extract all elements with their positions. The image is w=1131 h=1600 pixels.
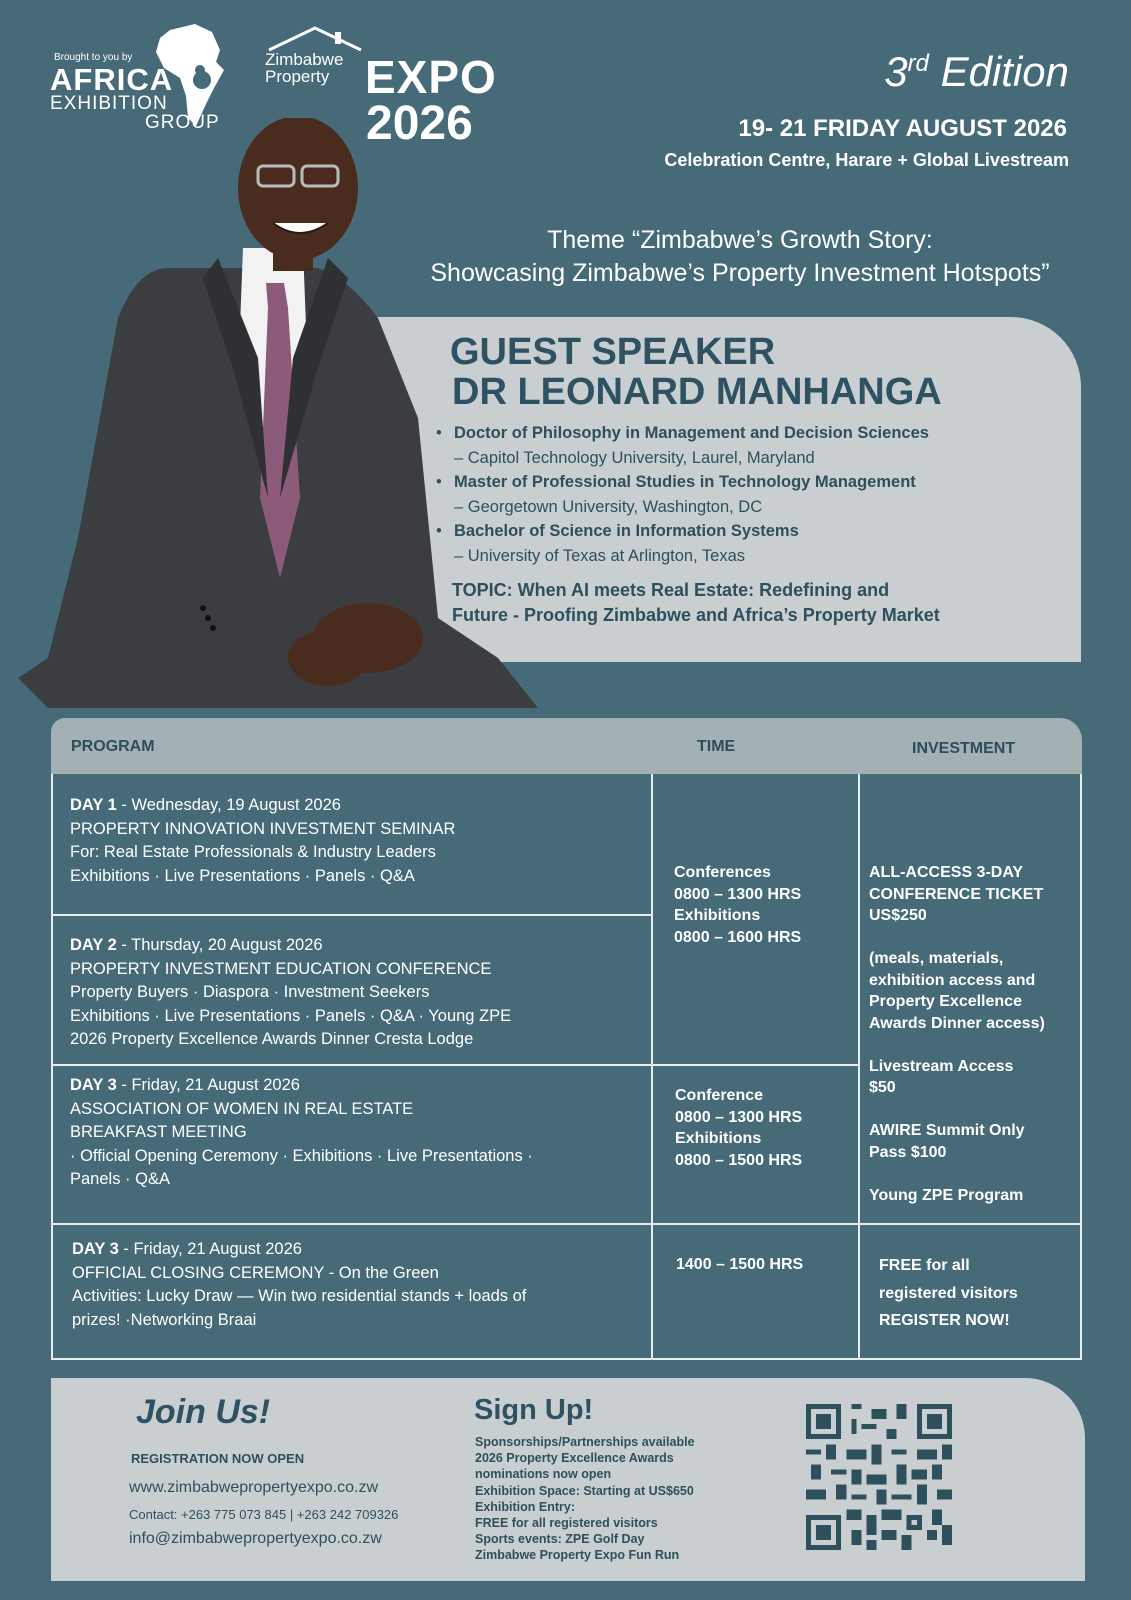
investment-line: FREE for all	[879, 1257, 970, 1274]
credential-degree: Doctor of Philosophy in Management and Decision Sciences	[454, 424, 929, 442]
join-us-heading: Join Us!	[136, 1393, 271, 1431]
investment-line: Pass $100	[869, 1143, 947, 1161]
column-divider	[858, 774, 860, 1360]
investment-line: CONFERENCE TICKET	[869, 885, 1044, 903]
credential-institution: – Georgetown University, Washington, DC	[454, 497, 763, 516]
group-logo-text: GROUP	[145, 112, 220, 133]
day1-date: - Wednesday, 19 August 2026	[116, 796, 341, 814]
table-border	[51, 1358, 1082, 1360]
credential-item	[434, 519, 1074, 568]
time-line: 0800 – 1300 HRS	[674, 885, 802, 903]
event-venue: Celebration Centre, Harare + Global Livestream	[664, 150, 1069, 170]
time-line: 0800 – 1600 HRS	[674, 928, 802, 946]
day2-date: - Thursday, 20 August 2026	[116, 936, 323, 954]
spacer	[869, 1099, 1045, 1121]
investment-line: Awards Dinner access)	[869, 1014, 1045, 1032]
time-line: 0800 – 1500 HRS	[675, 1151, 803, 1169]
day3a-label: DAY 3	[70, 1076, 117, 1094]
africa-map-icon	[150, 22, 230, 132]
edition-word: Edition	[940, 48, 1069, 95]
investment-line: registered visitors	[879, 1284, 1018, 1302]
bullet-icon: •	[436, 424, 442, 442]
program-table	[51, 774, 1082, 1360]
investment-line: AWIRE Summit Only	[869, 1122, 1025, 1139]
time-day-3	[675, 1085, 802, 1171]
logo-line-property: Property	[265, 67, 330, 86]
guest-speaker-title	[450, 332, 942, 412]
topic-line-1: TOPIC: When AI meets Real Estate: Redefining and	[452, 580, 890, 600]
day2-line: 2026 Property Excellence Awards Dinner Cresta Lodge	[70, 1030, 474, 1048]
column-header-investment: INVESTMENT	[912, 740, 1016, 757]
credential-institution: – Capitol Technology University, Laurel, Maryland	[454, 448, 815, 467]
sign-up-line: Exhibition Entry:	[475, 1499, 575, 1514]
spacer	[869, 1163, 1045, 1185]
sign-up-heading: Sign Up!	[474, 1394, 594, 1426]
credential-degree: Bachelor of Science in Information Systems	[454, 522, 799, 540]
qr-code-icon[interactable]	[806, 1404, 952, 1550]
speaker-topic	[452, 578, 1072, 628]
sign-up-line: Exhibition Space: Starting at US$650	[475, 1483, 694, 1498]
investment-line: $50	[869, 1079, 896, 1096]
day2-heading	[70, 934, 511, 958]
time-line: Exhibitions	[674, 907, 761, 924]
row-divider	[51, 1223, 1082, 1225]
investment-line: (meals, materials,	[869, 950, 1004, 967]
column-divider	[651, 774, 653, 1360]
guest-speaker-label: GUEST SPEAKER	[450, 331, 776, 373]
speaker-credentials	[434, 421, 1074, 568]
time-line: Conferences	[674, 864, 771, 881]
time-line: 1400 – 1500 HRS	[676, 1256, 804, 1273]
time-days-1-2	[674, 862, 801, 948]
time-line: Conference	[675, 1087, 764, 1104]
day3b-label: DAY 3	[72, 1240, 119, 1258]
day1-row	[70, 794, 455, 888]
edition-label	[884, 48, 1069, 96]
expo-logo-text: EXPO	[365, 51, 497, 103]
website-link[interactable]: www.zimbabwepropertyexpo.co.zw	[129, 1479, 378, 1496]
day1-label: DAY 1	[70, 796, 117, 814]
time-closing	[676, 1254, 803, 1276]
edition-suffix: rd	[907, 50, 929, 77]
credential-degree: Master of Professional Studies in Technology Management	[454, 473, 916, 491]
topic-line-2: Future - Proofing Zimbabwe and Africa’s Property Market	[452, 605, 940, 625]
day1-line: PROPERTY INNOVATION INVESTMENT SEMINAR	[70, 819, 456, 838]
credential-item	[434, 421, 1074, 470]
sign-up-line: 2026 Property Excellence Awards	[475, 1451, 674, 1466]
investment-line: Livestream Access	[869, 1057, 1014, 1075]
day3b-line: OFFICIAL CLOSING CEREMONY - On the Green	[72, 1263, 439, 1282]
day3a-heading	[70, 1074, 533, 1098]
registration-open-text: REGISTRATION NOW OPEN	[131, 1451, 305, 1466]
spacer	[869, 927, 1045, 949]
sign-up-line: FREE for all registered visitors	[475, 1516, 658, 1531]
bullet-icon: •	[436, 473, 442, 491]
sign-up-line: nominations now open	[475, 1467, 612, 1482]
program-table-header	[51, 718, 1082, 774]
investment-line: ALL-ACCESS 3-DAY	[869, 864, 1024, 881]
edition-number: 3	[884, 48, 908, 95]
speaker-name: DR LEONARD MANHANGA	[452, 371, 942, 413]
table-border	[51, 774, 53, 1360]
day1-line: Exhibitions · Live Presentations · Panels · Q&A	[70, 866, 415, 885]
day3-closing-row	[72, 1238, 526, 1332]
time-line: Exhibitions	[675, 1130, 762, 1147]
email-link[interactable]: info@zimbabwepropertyexpo.co.zw	[129, 1530, 382, 1547]
row-divider	[51, 914, 652, 916]
column-header-time: TIME	[697, 738, 736, 755]
day3a-line: Panels · Q&A	[70, 1170, 170, 1188]
investment-line: US$250	[869, 907, 927, 924]
logo-line-zimbabwe: Zimbabwe	[265, 50, 344, 69]
sign-up-line: Sports events: ZPE Golf Day	[475, 1532, 645, 1547]
speaker-photo	[18, 118, 558, 718]
day3-breakfast-row	[70, 1074, 533, 1192]
contact-numbers: Contact: +263 775 073 845 | +263 242 709326	[129, 1507, 399, 1522]
event-dates: 19- 21 FRIDAY AUGUST 2026	[738, 115, 1067, 142]
investment-line: exhibition access and	[869, 971, 1036, 989]
day3a-date: - Friday, 21 August 2026	[116, 1076, 300, 1094]
investment-line: Young ZPE Program	[869, 1186, 1024, 1204]
zimbabwe-property-logo	[265, 51, 343, 85]
day3a-line: ASSOCIATION OF WOMEN IN REAL ESTATE	[70, 1099, 414, 1118]
spacer	[869, 1034, 1045, 1056]
register-now-text: REGISTER NOW!	[879, 1312, 1010, 1329]
day3b-line: prizes! ·Networking Braai	[72, 1310, 257, 1329]
sign-up-line: Zimbabwe Property Expo Fun Run	[475, 1548, 680, 1563]
day3b-date: - Friday, 21 August 2026	[118, 1240, 302, 1258]
sign-up-list	[475, 1434, 695, 1564]
day2-label: DAY 2	[70, 936, 117, 954]
time-line: 0800 – 1300 HRS	[675, 1108, 803, 1126]
row-divider	[51, 1064, 859, 1066]
day2-line: Property Buyers · Diaspora · Investment Seekers	[70, 983, 430, 1001]
credential-item	[434, 470, 1074, 519]
bullet-icon: •	[436, 522, 442, 540]
table-border	[1080, 774, 1082, 1360]
day2-line: PROPERTY INVESTMENT EDUCATION CONFERENCE	[70, 959, 492, 978]
exhibition-logo-text: EXHIBITION	[50, 93, 168, 114]
day3a-line: · Official Opening Ceremony · Exhibitions · Live Presentations ·	[70, 1146, 533, 1165]
sign-up-line: Sponsorships/Partnerships available	[475, 1435, 695, 1449]
theme-line-2: Showcasing Zimbabwe’s Property Investment Hotspots”	[430, 259, 1050, 287]
day3b-line: Activities: Lucky Draw — Win two residential stands + loads of	[72, 1287, 527, 1305]
investment-free	[879, 1252, 1018, 1335]
day1-heading	[70, 794, 455, 818]
day1-line: For: Real Estate Professionals & Industry Leaders	[70, 843, 436, 861]
africa-logo-text: AFRICA	[50, 62, 174, 97]
day2-row	[70, 934, 511, 1052]
day3a-line: BREAKFAST MEETING	[70, 1123, 247, 1141]
day2-line: Exhibitions · Live Presentations · Panels · Q&A · Young ZPE	[70, 1006, 512, 1025]
theme-line-1: Theme “Zimbabwe’s Growth Story:	[547, 226, 933, 254]
column-header-program: PROGRAM	[71, 738, 155, 755]
investment-tickets	[869, 862, 1045, 1206]
day3b-heading	[72, 1238, 526, 1262]
brought-by-text: Brought to you by	[54, 52, 133, 63]
credential-institution: – University of Texas at Arlington, Texas	[454, 546, 746, 565]
expo-year: 2026	[366, 97, 473, 150]
investment-line: Property Excellence	[869, 993, 1022, 1010]
